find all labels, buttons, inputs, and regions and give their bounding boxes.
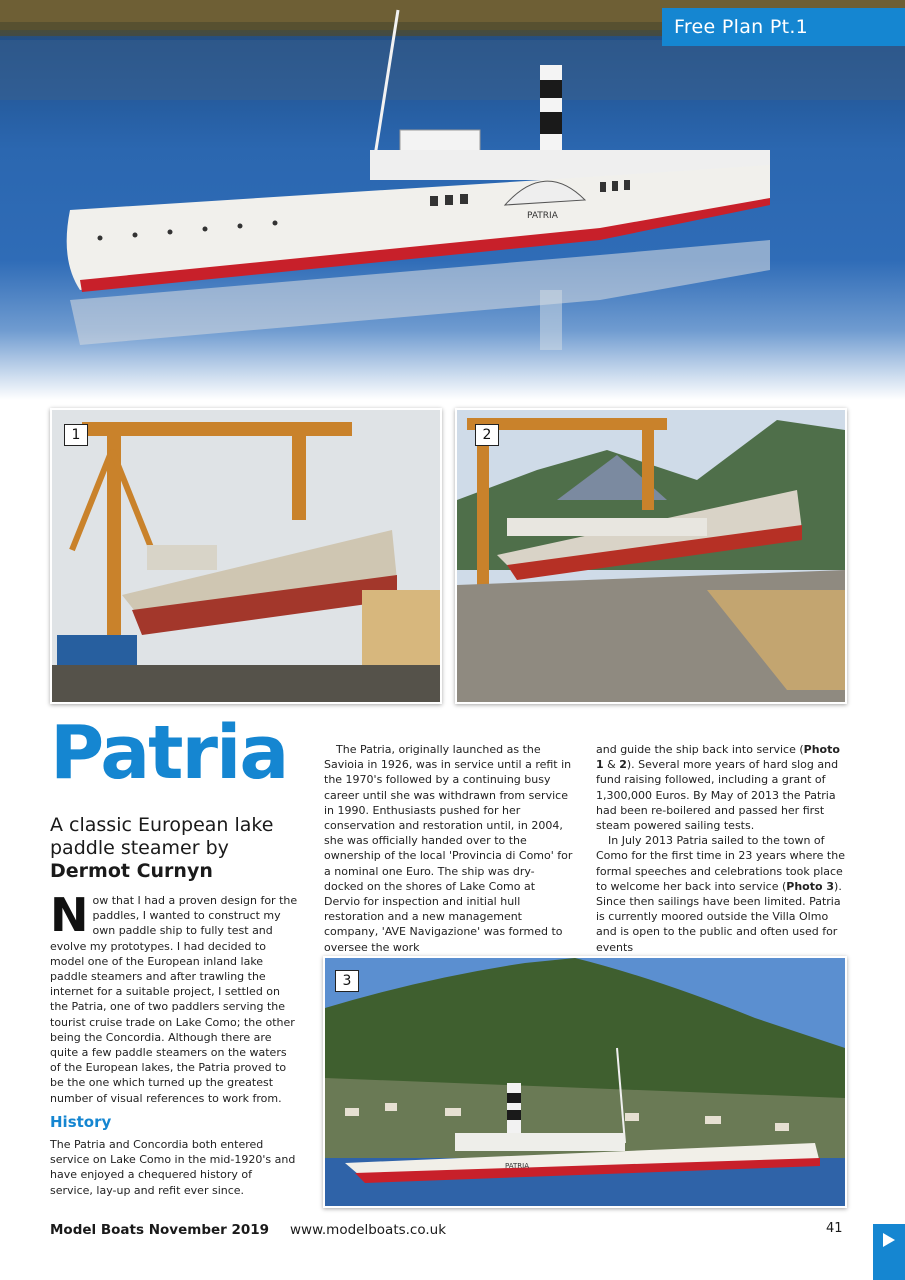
history-heading: History [50,1113,112,1131]
column-3 [596,742,846,955]
hero-photo [0,0,905,400]
drop-cap: N [50,888,89,942]
play-triangle-icon [883,1233,895,1247]
article-title: Patria [50,710,288,796]
column-2 [324,742,574,955]
photo-reference: Photo 1 [596,743,840,772]
text-run: ). Since then sailings have been limited. Patria is currently moored outside the Villa Olmo and is open to the public and often used for events [596,879,842,954]
photo-1-drydock-gantry [50,408,442,704]
photo-3-number: 3 [335,970,359,992]
column-2-paragraph: The Patria, originally launched as the Savioia in 1926, was in service until a refit in the 1970's followed by a continuing busy career until she was withdrawn from service in 1990. Enthusiasts pushed for her conservation and restoration until, in 2004, she was officially handed over to the ownership of the local 'Provincia di Como' for a nominal one Euro. The ship was dry-docked on the shores of Lake Como at Dervio for inspection and initial hull restoration and a new management company, 'AVE Navigazione' was formed to oversee the work [324,743,573,954]
text-run: and guide the ship back into service ( [596,743,804,756]
photo-1-image [52,410,440,702]
section-tag: Free Plan Pt.1 [662,8,905,46]
text-run: In July 2013 Patria sailed to the town of Como for the first time in 23 years where the formal speeches and celebrations took place to welcome her back into service ( [596,834,845,893]
intro-paragraph: ow that I had a proven design for the paddles, I wanted to construct my own paddle ship to fully test and evolve my prototypes. I had decided to model one of the European inland lake paddle steamers and after trawling the internet for a suitable project, I settled on the Patria, one of two paddlers serving the tourist cruise trade on Lake Como; the other being the Concordia. Although there are quite a few paddle steamers on the waters of the European lakes, the Patria proved to be the one which turned up the greatest number of visual references to work from. [50,894,298,1105]
photo-2-number: 2 [475,424,499,446]
photo-reference: 2 [619,758,627,772]
hero-hull-name: PATRIA [527,211,558,221]
photo-2-image [457,410,845,702]
photo-3-hull-name: PATRIA [505,1162,530,1170]
page-number: 41 [826,1221,843,1236]
footer-website-url[interactable]: www.modelboats.co.uk [290,1222,447,1238]
article-author: Dermot Curnyn [50,860,213,882]
photo-reference: Photo 3 [786,879,835,893]
photo-1-number: 1 [64,424,88,446]
history-paragraph-block [50,1137,298,1198]
article-subtitle: A classic European lake paddle steamer by [50,814,274,859]
text-run: ). Several more years of hard slog and fund raising followed, including a grant of 1,300,000 Euros. By May of 2013 the Patria had been re-boilered and passed her first steam powered sailing tests. [596,758,839,833]
column-3-paragraph-1 [596,742,846,833]
column-1-intro [50,888,298,1106]
history-paragraph: The Patria and Concordia both entered service on Lake Como in the mid-1920's and have enjoyed a chequered history of service, lay-up and refit ever since. [50,1138,296,1197]
photo-3-image [325,958,845,1206]
column-3-paragraph-2 [596,833,846,955]
footer-magazine-issue: Model Boats November 2019 [50,1222,270,1238]
text-run: & [603,758,620,772]
hero-ship-image [0,0,905,400]
photo-3-lake-como [323,956,847,1208]
next-page-button[interactable] [873,1224,905,1280]
photo-2-drydock-mountains [455,408,847,704]
